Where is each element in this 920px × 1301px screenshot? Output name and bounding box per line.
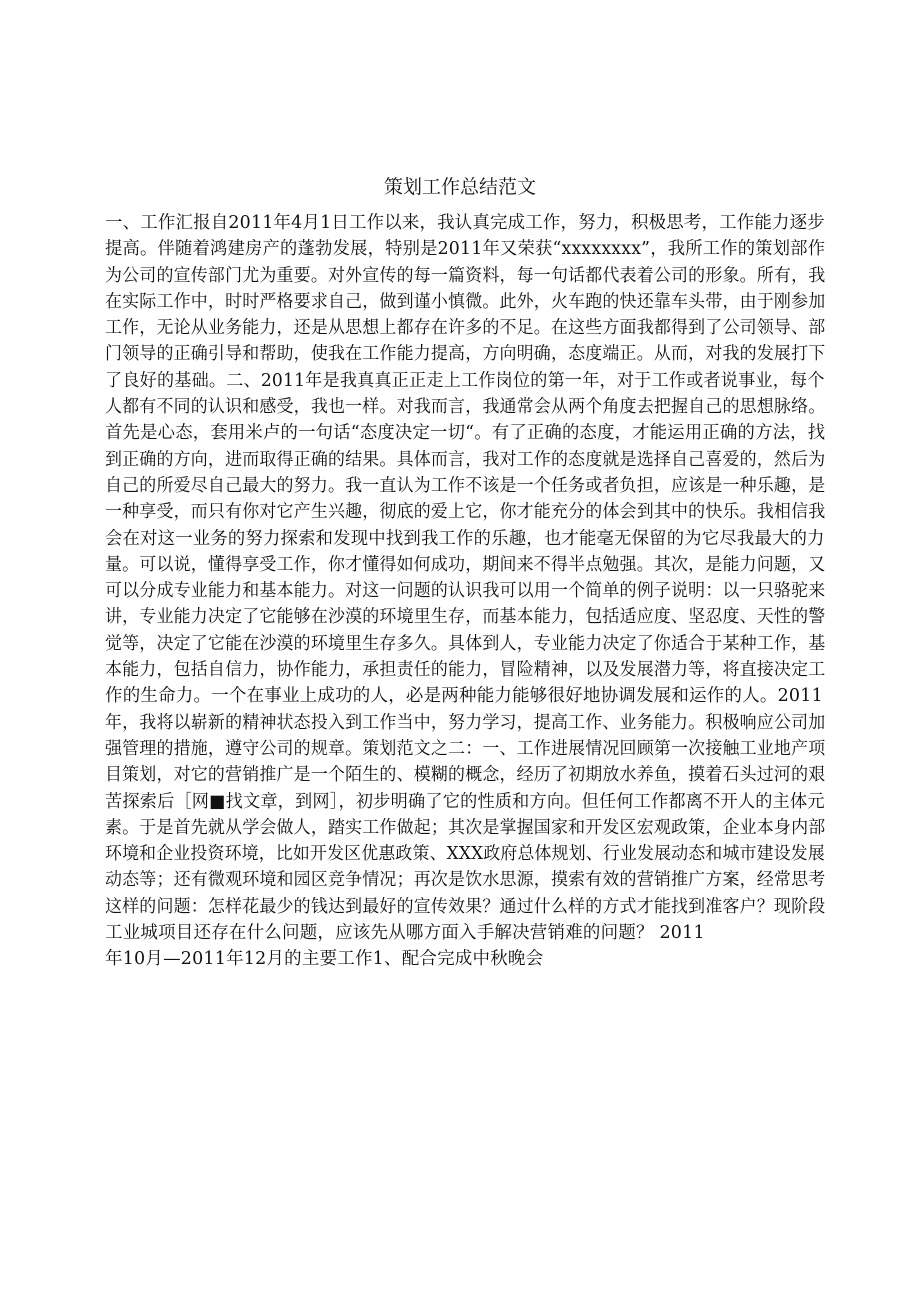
document-title: 策划工作总结范文 (383, 176, 536, 198)
body-line: 工业城项目还存在什么问题，应该先从哪方面入手解决营销难的问题？ 2011 (105, 923, 705, 944)
body-line: 工作，无论从业务能力，还是从思想上都存在许多的不足。在这些方面我都得到了公司领导、部 (105, 318, 826, 339)
body-line: 讲，专业能力决定了它能够在沙漠的环境里生存，而基本能力，包括适应度、坚忍度、天性的警 (105, 607, 826, 628)
body-line: 年10月—2011年12月的主要工作1、配合完成中秋晚会 (105, 949, 544, 970)
body-line: 一、工作汇报自2011年4月1日工作以来，我认真完成工作，努力，积极思考，工作能力逐步 (105, 213, 825, 233)
body-line: 强管理的措施，遵守公司的规章。策划范文之二：一、工作进展情况回顾第一次接触工业地产项 (105, 738, 826, 759)
body-line: 目策划，对它的营销推广是一个陌生的、模糊的概念，经历了初期放水养鱼，摸着石头过河的艰 (105, 765, 826, 786)
body-line: 量。可以说，懂得享受工作，你才懂得如何成功，期间来不得半点勉强。其次，是能力问题，又 (105, 554, 826, 575)
body-line: 自己的所爱尽自己最大的努力。我一直认为工作不该是一个任务或者负担，应该是一种乐趣，是 (105, 475, 826, 496)
body-line: 人都有不同的认识和感受，我也一样。对我而言，我通常会从两个角度去把握自己的思想脉络。 (105, 397, 826, 418)
body-line: 素。于是首先就从学会做人，踏实工作做起；其次是掌握国家和开发区宏观政策，企业本身内部 (105, 817, 826, 838)
body-line: 本能力，包括自信力，协作能力，承担责任的能力，冒险精神，以及发展潜力等，将直接决定工 (105, 660, 826, 681)
body-line: 苦探索后［网■找文章，到网］，初步明确了它的性质和方向。但任何工作都离不开人的主体元 (105, 791, 825, 812)
body-line: 了良好的基础。二、2011年是我真真正正走上工作岗位的第一年，对于工作或者说事业，每个 (105, 370, 825, 391)
body-line: 在实际工作中，时时严格要求自己，做到谨小慎微。此外，火车跑的快还靠车头带，由于刚参加 (105, 291, 826, 312)
body-line: 门领导的正确引导和帮助，使我在工作能力提高，方向明确，态度端正。从而，对我的发展打下 (105, 344, 826, 365)
body-line: 环境和企业投资环境，比如开发区优惠政策、XXX政府总体规划、行业发展动态和城市建设发展 (105, 844, 825, 865)
body-line: 首先是心态，套用米卢的一句话“态度决定一切“。有了正确的态度，才能运用正确的方法，找 (105, 423, 826, 444)
body-line: 一种享受，而只有你对它产生兴趣，彻底的爱上它，你才能充分的体会到其中的快乐。我相信我 (105, 502, 826, 523)
body-line: 年，我将以崭新的精神状态投入到工作当中，努力学习，提高工作、业务能力。积极响应公司加 (105, 712, 826, 733)
body-line: 会在对这一业务的努力探索和发现中找到我工作的乐趣，也才能毫无保留的为它尽我最大的力 (105, 528, 825, 549)
body-line: 觉等，决定了它能在沙漠的环境里生存多久。具体到人，专业能力决定了你适合于某种工作，基 (105, 633, 826, 654)
body-line: 这样的问题：怎样花最少的钱达到最好的宣传效果？通过什么样的方式才能找到准客户？现阶段 (105, 896, 826, 917)
body-line: 可以分成专业能力和基本能力。对这一问题的认识我可以用一个简单的例子说明：以一只骆驼来 (105, 581, 826, 602)
document-body (105, 210, 825, 973)
body-line: 为公司的宣传部门尤为重要。对外宣传的每一篇资料，每一句话都代表着公司的形象。所有，我 (105, 265, 826, 286)
body-line: 作的生命力。一个在事业上成功的人，必是两种能力能够很好地协调发展和运作的人。2011 (105, 686, 823, 707)
body-line: 动态等；还有微观环境和园区竞争情况；再次是饮水思源，摸索有效的营销推广方案，经常思考 (105, 870, 826, 891)
body-line: 到正确的方向，进而取得正确的结果。具体而言，我对工作的态度就是选择自己喜爱的，然后为 (105, 449, 826, 470)
body-line: 提高。伴随着鸿建房产的蓬勃发展，特别是2011年又荣获“xxxxxxxx”，我所工作的策划部作 (105, 239, 826, 260)
